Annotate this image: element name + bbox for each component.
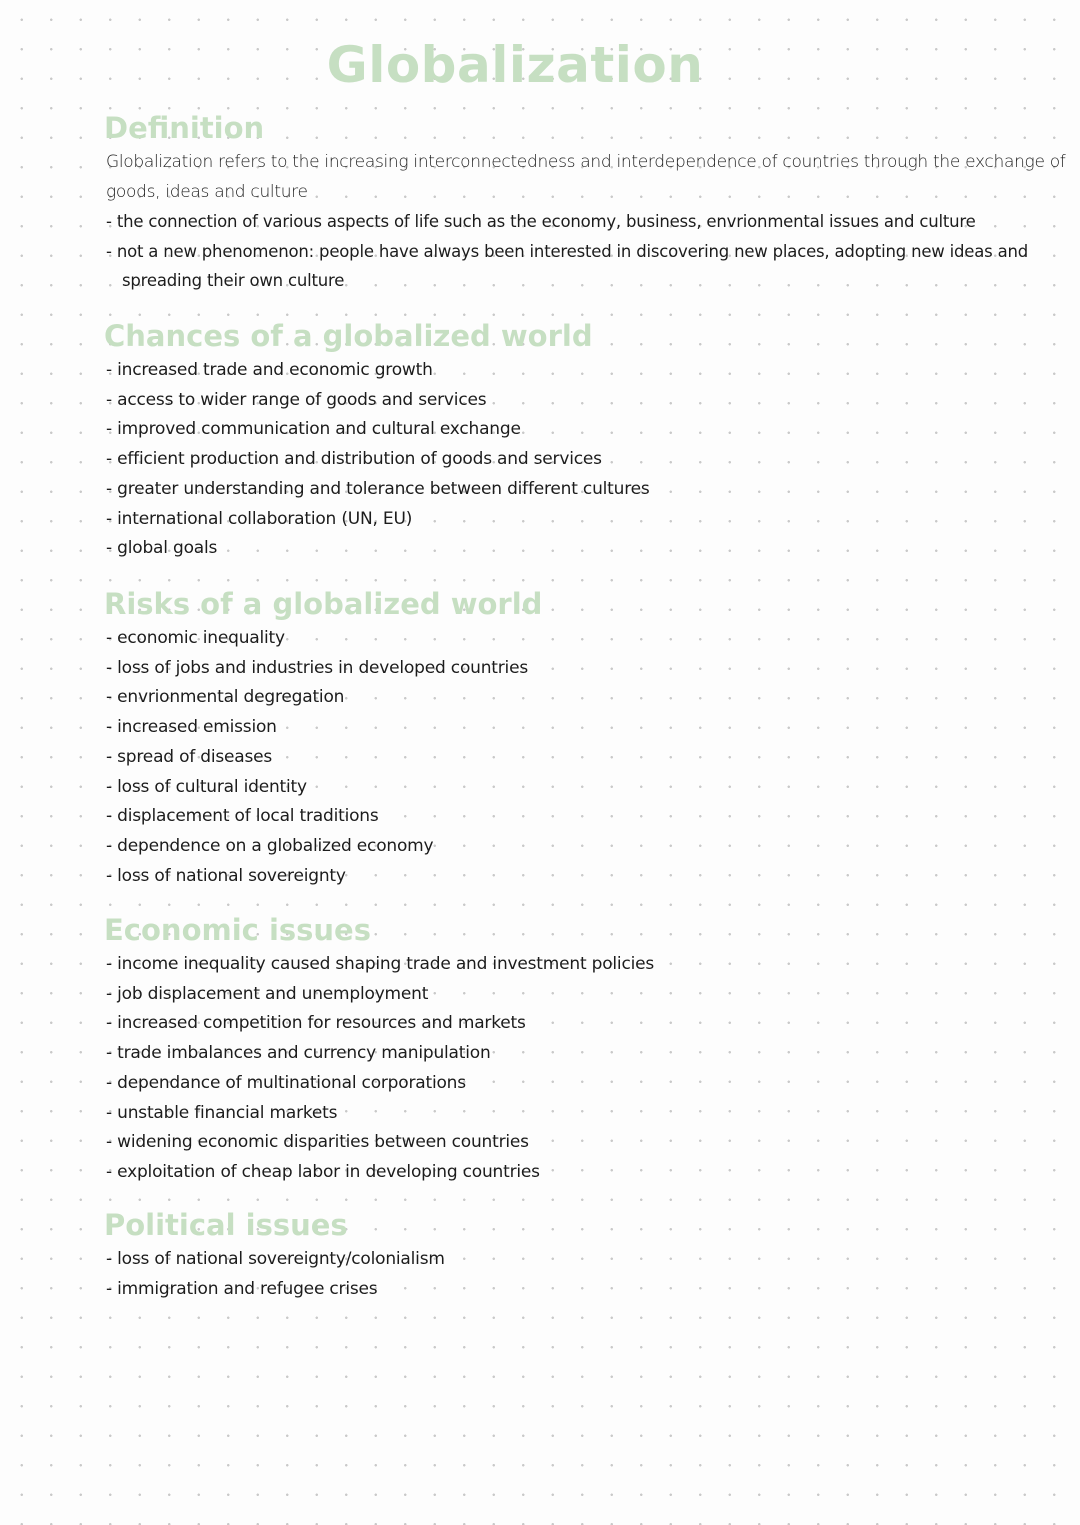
list-item: - access to wider range of goods and services — [106, 386, 1066, 416]
list-item: - improved communication and cultural exchange — [106, 415, 1066, 445]
economic-list — [106, 950, 1066, 1188]
list-item: - increased competition for resources and markets — [106, 1009, 1066, 1039]
list-item: - increased trade and economic growth — [106, 356, 1066, 386]
list-item: - not a new phenomenon: people have always been interested in discovering new places, adopting new ideas and spreading their own culture — [106, 237, 1066, 296]
list-item: - loss of national sovereignty — [106, 862, 1066, 892]
risks-heading: Risks of a globalized world — [104, 587, 543, 621]
political-list — [106, 1245, 1066, 1304]
list-item: - exploitation of cheap labor in developing countries — [106, 1158, 1066, 1188]
section-political-issues — [106, 1207, 1066, 1304]
list-item: - the connection of various aspects of life such as the economy, business, envrionmental issues and culture — [106, 207, 1066, 237]
economic-heading: Economic issues — [104, 913, 371, 947]
page-title: Globalization — [326, 36, 704, 94]
chances-list — [106, 356, 1066, 564]
list-item: - greater understanding and tolerance between different cultures — [106, 475, 1066, 505]
list-item: - loss of cultural identity — [106, 773, 1066, 803]
list-item: - immigration and refugee crises — [106, 1275, 1066, 1305]
list-item: - unstable financial markets — [106, 1099, 1066, 1129]
list-item: - loss of jobs and industries in developed countries — [106, 654, 1066, 684]
section-chances — [106, 318, 1066, 564]
definition-text: Globalization refers to the increasing interconnectedness and interdependence of countries through the exchange of goods, ideas and culture — [106, 152, 1066, 202]
list-item: - increased emission — [106, 713, 1066, 743]
list-item: - widening economic disparities between countries — [106, 1128, 1066, 1158]
political-heading: Political issues — [104, 1208, 348, 1242]
section-definition — [106, 110, 1066, 296]
list-item: - trade imbalances and currency manipulation — [106, 1039, 1066, 1069]
list-item: - income inequality caused shaping trade and investment policies — [106, 950, 1066, 980]
chances-heading: Chances of a globalized world — [104, 319, 593, 353]
list-item: - dependance of multinational corporations — [106, 1069, 1066, 1099]
definition-list — [106, 207, 1066, 296]
list-item: - job displacement and unemployment — [106, 980, 1066, 1010]
definition-heading: Definition — [104, 111, 265, 145]
list-item: - spread of diseases — [106, 743, 1066, 773]
section-risks — [106, 586, 1066, 891]
list-item: - international collaboration (UN, EU) — [106, 505, 1066, 535]
list-item: - envrionmental degregation — [106, 683, 1066, 713]
risks-list — [106, 624, 1066, 891]
list-item: - economic inequality — [106, 624, 1066, 654]
list-item: - loss of national sovereignty/colonialism — [106, 1245, 1066, 1275]
list-item: - dependence on a globalized economy — [106, 832, 1066, 862]
section-economic-issues — [106, 912, 1066, 1188]
list-item: - global goals — [106, 534, 1066, 564]
list-item: - efficient production and distribution of goods and services — [106, 445, 1066, 475]
list-item: - displacement of local traditions — [106, 802, 1066, 832]
